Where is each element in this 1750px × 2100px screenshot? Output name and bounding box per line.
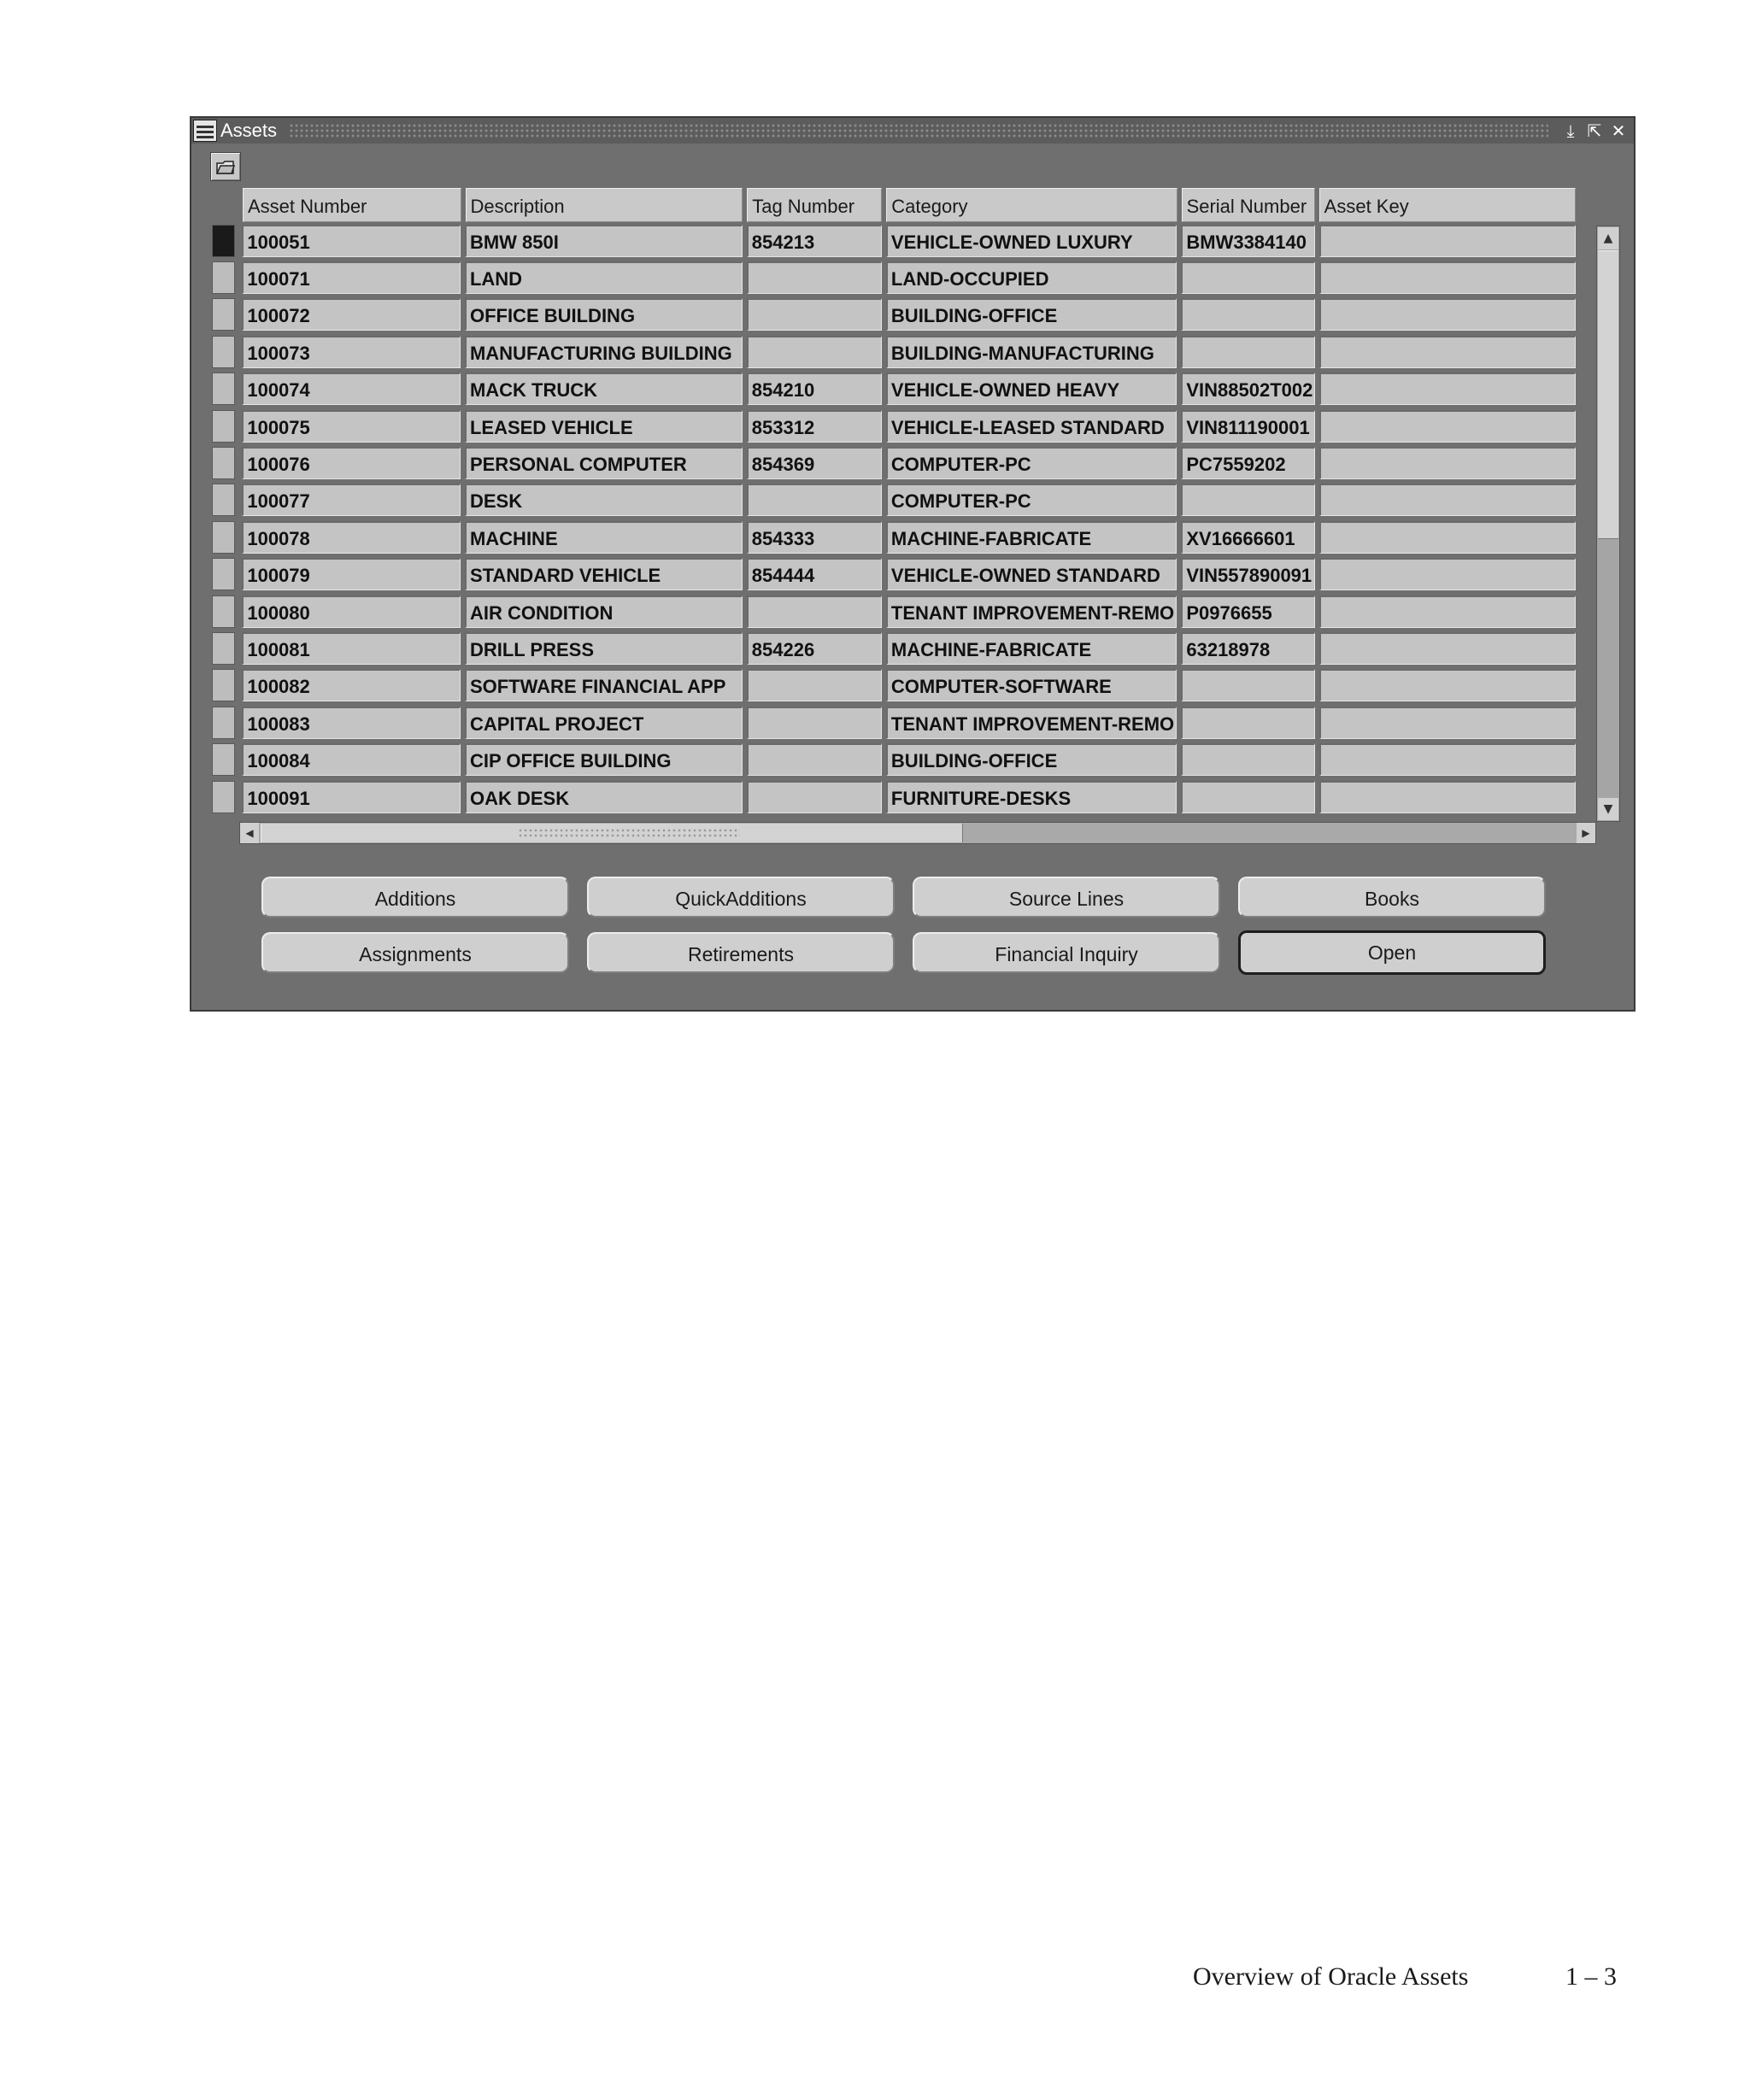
asset-number-cell[interactable]: 100074 <box>242 372 461 405</box>
asset-number-cell[interactable]: 100091 <box>242 781 461 813</box>
row-selector[interactable] <box>212 521 235 554</box>
table-row[interactable] <box>212 296 1576 333</box>
category-cell[interactable]: VEHICLE-LEASED STANDARD <box>886 410 1177 443</box>
asset-number-cell[interactable]: 100076 <box>242 447 461 479</box>
footer-page-number: 1 – 3 <box>1565 1962 1617 1991</box>
minimize-icon[interactable]: ⤓ <box>1566 120 1575 141</box>
row-selector[interactable] <box>212 558 235 590</box>
tag-number-cell[interactable]: 854369 <box>747 447 882 479</box>
serial-number-cell[interactable]: P0976655 <box>1181 595 1314 628</box>
category-cell[interactable]: COMPUTER-PC <box>886 447 1177 479</box>
asset-number-cell[interactable]: 100078 <box>242 521 461 554</box>
tag-number-cell[interactable]: 854333 <box>747 521 882 554</box>
asset-key-cell[interactable] <box>1319 447 1576 479</box>
table-body <box>212 222 1576 815</box>
description-cell[interactable]: LAND <box>465 261 743 294</box>
quick-additions-button[interactable]: QuickAdditions <box>587 877 895 918</box>
description-cell[interactable]: LEASED VEHICLE <box>465 410 743 443</box>
tag-number-cell[interactable] <box>747 336 882 368</box>
asset-key-cell[interactable] <box>1319 225 1576 257</box>
description-cell[interactable]: OFFICE BUILDING <box>465 298 743 331</box>
description-cell[interactable]: BMW 850I <box>465 225 743 257</box>
serial-number-cell[interactable] <box>1181 336 1314 368</box>
tag-number-cell[interactable]: 854210 <box>747 372 882 405</box>
table-row[interactable] <box>212 519 1576 555</box>
category-cell[interactable]: BUILDING-OFFICE <box>886 298 1177 331</box>
additions-button[interactable]: Additions <box>261 877 569 918</box>
category-cell[interactable]: VEHICLE-OWNED LUXURY <box>886 225 1177 257</box>
table-row[interactable] <box>212 630 1576 666</box>
category-cell[interactable]: TENANT IMPROVEMENT-REMO <box>886 707 1177 739</box>
serial-number-cell[interactable]: BMW3384140 <box>1181 225 1314 257</box>
header-asset-number[interactable]: Asset Number <box>243 188 461 222</box>
asset-key-cell[interactable] <box>1319 781 1576 813</box>
header-tag-number[interactable]: Tag Number <box>747 188 882 222</box>
table-row[interactable] <box>212 333 1576 370</box>
row-selector[interactable] <box>212 669 235 701</box>
asset-number-cell[interactable]: 100072 <box>242 298 461 331</box>
description-cell[interactable]: OAK DESK <box>465 781 743 813</box>
table-row[interactable] <box>212 259 1576 296</box>
asset-key-cell[interactable] <box>1319 743 1576 776</box>
serial-number-cell[interactable] <box>1181 743 1314 776</box>
asset-key-cell[interactable] <box>1319 336 1576 368</box>
category-cell[interactable]: LAND-OCCUPIED <box>886 261 1177 294</box>
asset-number-cell[interactable]: 100084 <box>242 743 461 776</box>
serial-number-cell[interactable]: PC7559202 <box>1181 447 1314 479</box>
scroll-right-icon[interactable]: ▶ <box>1577 823 1595 843</box>
table-row[interactable] <box>212 593 1576 630</box>
description-cell[interactable]: PERSONAL COMPUTER <box>465 447 743 479</box>
serial-number-cell[interactable]: VIN88502T002 <box>1181 372 1314 405</box>
description-cell[interactable]: MACK TRUCK <box>465 372 743 405</box>
category-cell[interactable]: COMPUTER-SOFTWARE <box>886 669 1177 701</box>
tag-number-cell[interactable]: 854213 <box>747 225 882 257</box>
asset-key-cell[interactable] <box>1319 632 1576 665</box>
serial-number-cell[interactable]: VIN557890091 <box>1181 558 1314 590</box>
retirements-button[interactable]: Retirements <box>587 932 895 973</box>
asset-number-cell[interactable]: 100082 <box>242 669 461 701</box>
table-row[interactable] <box>212 482 1576 519</box>
header-asset-key[interactable]: Asset Key <box>1319 188 1576 222</box>
asset-number-cell[interactable]: 100081 <box>242 632 461 665</box>
tag-number-cell[interactable] <box>747 595 882 628</box>
category-cell[interactable]: COMPUTER-PC <box>886 484 1177 516</box>
serial-number-cell[interactable] <box>1181 781 1314 813</box>
table-row[interactable] <box>212 778 1576 815</box>
category-cell[interactable]: TENANT IMPROVEMENT-REMO <box>886 595 1177 628</box>
serial-number-cell[interactable] <box>1181 669 1314 701</box>
assets-window <box>190 116 1635 1012</box>
row-selector[interactable] <box>212 743 235 776</box>
description-cell[interactable]: MACHINE <box>465 521 743 554</box>
assets-table <box>212 186 1576 815</box>
table-row[interactable] <box>212 741 1576 777</box>
horizontal-scroll-thumb[interactable] <box>261 824 963 842</box>
row-selector[interactable] <box>212 595 235 628</box>
description-cell[interactable]: SOFTWARE FINANCIAL APP <box>465 669 743 701</box>
tag-number-cell[interactable] <box>747 781 882 813</box>
description-cell[interactable]: MANUFACTURING BUILDING <box>465 336 743 368</box>
asset-key-cell[interactable] <box>1319 558 1576 590</box>
asset-number-cell[interactable]: 100071 <box>242 261 461 294</box>
tag-number-cell[interactable] <box>747 484 882 516</box>
row-selector[interactable] <box>212 781 235 813</box>
scroll-up-icon[interactable]: ▲ <box>1598 227 1618 249</box>
row-selector[interactable] <box>212 336 235 368</box>
description-cell[interactable]: CAPITAL PROJECT <box>465 707 743 739</box>
category-cell[interactable]: BUILDING-MANUFACTURING <box>886 336 1177 368</box>
open-button[interactable]: Open <box>1238 930 1546 975</box>
row-selector[interactable] <box>212 484 235 516</box>
source-lines-button[interactable]: Source Lines <box>913 877 1220 918</box>
table-row[interactable] <box>212 556 1576 593</box>
tag-number-cell[interactable]: 853312 <box>747 410 882 443</box>
asset-key-cell[interactable] <box>1319 521 1576 554</box>
close-icon[interactable]: ✕ <box>1611 120 1626 141</box>
row-selector[interactable] <box>212 372 235 405</box>
footer-chapter-title: Overview of Oracle Assets <box>1193 1962 1469 1991</box>
asset-number-cell[interactable]: 100083 <box>242 707 461 739</box>
asset-number-cell[interactable]: 100077 <box>242 484 461 516</box>
serial-number-cell[interactable] <box>1181 707 1314 739</box>
row-selector[interactable] <box>212 707 235 739</box>
title-bar-grip <box>289 123 1548 138</box>
title-bar[interactable] <box>191 118 1634 144</box>
description-cell[interactable]: DESK <box>465 484 743 516</box>
category-cell[interactable]: BUILDING-OFFICE <box>886 743 1177 776</box>
table-row[interactable] <box>212 704 1576 741</box>
asset-key-cell[interactable] <box>1319 410 1576 443</box>
asset-key-cell[interactable] <box>1319 372 1576 405</box>
open-folder-icon[interactable] <box>210 152 241 181</box>
financial-inquiry-button[interactable]: Financial Inquiry <box>913 932 1220 973</box>
serial-number-cell[interactable] <box>1181 298 1314 331</box>
header-serial-number[interactable]: Serial Number <box>1182 188 1315 222</box>
tag-number-cell[interactable]: 854444 <box>747 558 882 590</box>
serial-number-cell[interactable]: XV16666601 <box>1181 521 1314 554</box>
category-cell[interactable]: MACHINE-FABRICATE <box>886 632 1177 665</box>
table-row[interactable] <box>212 408 1576 444</box>
assignments-button[interactable]: Assignments <box>261 932 569 973</box>
asset-key-cell[interactable] <box>1319 261 1576 294</box>
row-selector[interactable] <box>212 410 235 443</box>
table-row[interactable] <box>212 371 1576 408</box>
tag-number-cell[interactable] <box>747 707 882 739</box>
serial-number-cell[interactable] <box>1181 261 1314 294</box>
header-category[interactable]: Category <box>886 188 1177 222</box>
asset-number-cell[interactable]: 100073 <box>242 336 461 368</box>
asset-key-cell[interactable] <box>1319 595 1576 628</box>
row-selector[interactable] <box>212 632 235 665</box>
table-row[interactable] <box>212 444 1576 481</box>
books-button[interactable]: Books <box>1238 877 1546 918</box>
row-selector[interactable] <box>212 447 235 479</box>
vertical-scroll-thumb[interactable] <box>1598 250 1618 539</box>
description-cell[interactable]: STANDARD VEHICLE <box>465 558 743 590</box>
asset-key-cell[interactable] <box>1319 669 1576 701</box>
asset-number-cell[interactable]: 100079 <box>242 558 461 590</box>
serial-number-cell[interactable]: VIN811190001 <box>1181 410 1314 443</box>
row-selector[interactable] <box>212 261 235 294</box>
serial-number-cell[interactable]: 63218978 <box>1181 632 1314 665</box>
serial-number-cell[interactable] <box>1181 484 1314 516</box>
app-icon <box>193 120 217 142</box>
category-cell[interactable]: VEHICLE-OWNED HEAVY <box>886 372 1177 405</box>
tag-number-cell[interactable] <box>747 298 882 331</box>
scroll-left-icon[interactable]: ◀ <box>240 823 259 843</box>
category-cell[interactable]: MACHINE-FABRICATE <box>886 521 1177 554</box>
asset-key-cell[interactable] <box>1319 298 1576 331</box>
tag-number-cell[interactable] <box>747 743 882 776</box>
description-cell[interactable]: CIP OFFICE BUILDING <box>465 743 743 776</box>
table-header <box>243 186 1576 222</box>
scroll-down-icon[interactable]: ▼ <box>1598 798 1618 820</box>
tag-number-cell[interactable] <box>747 669 882 701</box>
asset-number-cell[interactable]: 100080 <box>242 595 461 628</box>
window-title: Assets <box>220 120 278 141</box>
row-selector[interactable] <box>212 225 235 257</box>
description-cell[interactable]: AIR CONDITION <box>465 595 743 628</box>
tag-number-cell[interactable]: 854226 <box>747 632 882 665</box>
description-cell[interactable]: DRILL PRESS <box>465 632 743 665</box>
maximize-icon[interactable]: ⇱ <box>1587 120 1602 141</box>
table-row[interactable] <box>212 667 1576 704</box>
horizontal-scrollbar[interactable] <box>239 822 1596 844</box>
asset-key-cell[interactable] <box>1319 484 1576 516</box>
category-cell[interactable]: VEHICLE-OWNED STANDARD <box>886 558 1177 590</box>
row-selector[interactable] <box>212 298 235 331</box>
tag-number-cell[interactable] <box>747 261 882 294</box>
asset-number-cell[interactable]: 100075 <box>242 410 461 443</box>
vertical-scrollbar[interactable] <box>1596 226 1620 822</box>
header-description[interactable]: Description <box>466 188 743 222</box>
asset-key-cell[interactable] <box>1319 707 1576 739</box>
category-cell[interactable]: FURNITURE-DESKS <box>886 781 1177 813</box>
asset-number-cell[interactable]: 100051 <box>242 225 461 257</box>
table-row[interactable] <box>212 222 1576 259</box>
